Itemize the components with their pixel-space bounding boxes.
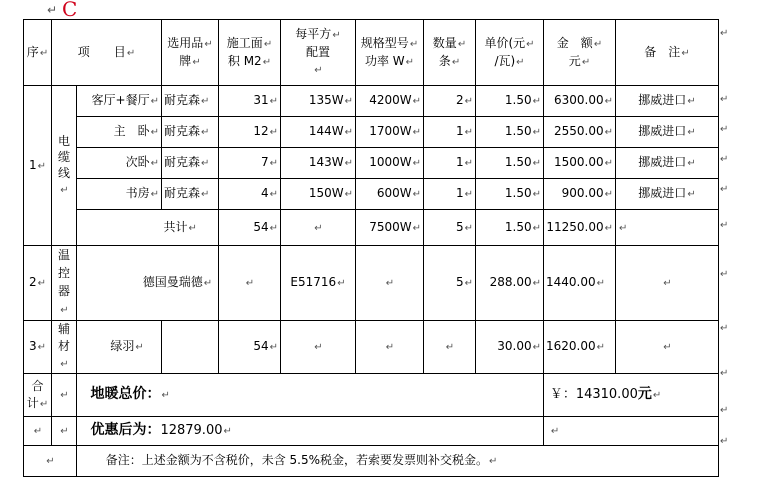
- empty-cell: ↵: [356, 321, 424, 374]
- area-cell: 7↵: [219, 148, 281, 179]
- paragraph-mark-icon: ↵: [720, 28, 729, 39]
- brand-cell: 耐克森↵: [162, 148, 219, 179]
- per-sqm-cell: 135W↵: [281, 86, 356, 117]
- discount-row: [24, 417, 719, 446]
- table-row: [24, 148, 719, 179]
- paragraph-mark-icon: ↵: [720, 124, 729, 135]
- header-per-sqm: 每平方↵ 配置 ↵: [281, 20, 356, 86]
- header-brand: 选用品↵ 牌↵: [162, 20, 219, 86]
- empty-cell: ↵: [219, 246, 281, 321]
- note-cell: 挪威进口↵: [616, 148, 719, 179]
- price-cell: 1.50↵: [476, 117, 544, 148]
- area-cell: 31↵: [219, 86, 281, 117]
- total-title: 地暖总价：: [90, 386, 161, 402]
- spec-cell: 1000W↵: [356, 148, 424, 179]
- empty-cell: ↵: [52, 417, 77, 446]
- paragraph-mark-icon: ↵: [720, 269, 729, 280]
- thermostat-qty: 5↵: [424, 246, 476, 321]
- auxiliary-amount: 1620.00↵: [544, 321, 616, 374]
- subtotal-label: 共计↵: [77, 210, 219, 246]
- paragraph-mark-icon: ↵: [47, 3, 58, 17]
- room-name: 次卧↵: [77, 148, 162, 179]
- paragraph-mark-icon: ↵: [720, 368, 729, 379]
- room-name: 主 卧↵: [77, 117, 162, 148]
- subtotal-amount: 11250.00↵: [544, 210, 616, 246]
- paragraph-mark-icon: ↵: [720, 323, 729, 334]
- auxiliary-area: 54↵: [219, 321, 281, 374]
- amount-cell: 1500.00↵: [544, 148, 616, 179]
- cable-group-label: 电 缆 线↵: [52, 86, 77, 246]
- table-row: [24, 86, 719, 117]
- paragraph-mark-icon: ↵: [720, 154, 729, 165]
- auxiliary-group-label: 辅 材↵: [52, 321, 77, 374]
- header-price: 单价(元↵ /瓦)↵: [476, 20, 544, 86]
- empty-cell: ↵: [24, 446, 77, 477]
- per-sqm-cell: 150W↵: [281, 179, 356, 210]
- price-cell: 1.50↵: [476, 148, 544, 179]
- empty-cell: ↵: [616, 321, 719, 374]
- thermostat-seq: 2↵: [24, 246, 52, 321]
- empty-cell: ↵: [24, 417, 52, 446]
- total-value: ￥：14310.00: [549, 387, 638, 402]
- amount-cell: 900.00↵: [544, 179, 616, 210]
- qty-cell: 1↵: [424, 179, 476, 210]
- paragraph-mark-icon: ↵: [720, 184, 729, 195]
- auxiliary-name: 绿羽↵: [77, 321, 162, 374]
- remark-row: [24, 446, 719, 477]
- auxiliary-row: [24, 321, 719, 374]
- empty-cell: ↵: [356, 246, 424, 321]
- header-letter: C: [62, 0, 78, 21]
- spec-cell: 4200W↵: [356, 86, 424, 117]
- header-qty: 数量↵ 条↵: [424, 20, 476, 86]
- subtotal-spec: 7500W↵: [356, 210, 424, 246]
- paragraph-mark-icon: ↵: [720, 405, 729, 416]
- discount-value: 12879.00: [160, 423, 223, 438]
- qty-cell: 1↵: [424, 148, 476, 179]
- total-row: [24, 374, 719, 417]
- note-cell: 挪威进口↵: [616, 86, 719, 117]
- empty-cell: ↵: [544, 417, 719, 446]
- amount-cell: 6300.00↵: [544, 86, 616, 117]
- subtotal-qty: 5↵: [424, 210, 476, 246]
- empty-cell: ↵: [616, 246, 719, 321]
- empty-cell: [162, 321, 219, 374]
- subtotal-area: 54↵: [219, 210, 281, 246]
- header-area: 施工面↵ 积 M2↵: [219, 20, 281, 86]
- header-amount: 金 额↵ 元↵: [544, 20, 616, 86]
- room-name: 客厅+餐厅↵: [77, 86, 162, 117]
- empty-cell: ↵: [616, 210, 719, 246]
- note-cell: 挪威进口↵: [616, 179, 719, 210]
- spec-cell: 600W↵: [356, 179, 424, 210]
- per-sqm-cell: 144W↵: [281, 117, 356, 148]
- total-title-cell: 地暖总价：↵: [77, 374, 544, 417]
- brand-cell: 耐克森↵: [162, 179, 219, 210]
- spec-cell: 1700W↵: [356, 117, 424, 148]
- total-unit: 元: [637, 386, 652, 402]
- cable-seq: 1↵: [24, 86, 52, 246]
- auxiliary-price: 30.00↵: [476, 321, 544, 374]
- thermostat-group-label: 温 控 器↵: [52, 246, 77, 321]
- area-cell: 12↵: [219, 117, 281, 148]
- discount-label: 优惠后为：: [90, 422, 161, 438]
- discount-cell: 优惠后为：12879.00↵: [77, 417, 544, 446]
- qty-cell: 2↵: [424, 86, 476, 117]
- paragraph-mark-icon: ↵: [720, 94, 729, 105]
- empty-cell: ↵: [52, 374, 77, 417]
- amount-cell: 2550.00↵: [544, 117, 616, 148]
- header-item: 项 目↵: [52, 20, 162, 86]
- price-cell: 1.50↵: [476, 86, 544, 117]
- thermostat-row: [24, 246, 719, 321]
- header-note: 备 注↵: [616, 20, 719, 86]
- brand-cell: 耐克森↵: [162, 117, 219, 148]
- header-seq: 序↵: [24, 20, 52, 86]
- subtotal-row: [24, 210, 719, 246]
- per-sqm-cell: 143W↵: [281, 148, 356, 179]
- price-cell: 1.50↵: [476, 179, 544, 210]
- paragraph-mark-icon: ↵: [720, 220, 729, 231]
- thermostat-brand: 德国曼瑞德↵: [77, 246, 219, 321]
- paragraph-mark-icon: ↵: [720, 436, 729, 447]
- thermostat-price: 288.00↵: [476, 246, 544, 321]
- auxiliary-seq: 3↵: [24, 321, 52, 374]
- thermostat-amount: 1440.00↵: [544, 246, 616, 321]
- table-row: [24, 179, 719, 210]
- empty-cell: ↵: [281, 321, 356, 374]
- total-label: 合 计↵: [24, 374, 52, 417]
- remark-cell: 备注：上述金额为不含税价，未含 5.5%税金，若索要发票则补交税金。↵: [77, 446, 719, 477]
- quotation-table: [23, 19, 719, 477]
- table-row: [24, 117, 719, 148]
- subtotal-price: 1.50↵: [476, 210, 544, 246]
- empty-cell: ↵: [281, 210, 356, 246]
- brand-cell: 耐克森↵: [162, 86, 219, 117]
- header-row: [24, 20, 719, 86]
- empty-cell: ↵: [424, 321, 476, 374]
- total-value-cell: ￥：14310.00元↵: [544, 374, 719, 417]
- qty-cell: 1↵: [424, 117, 476, 148]
- thermostat-spec: E51716↵: [281, 246, 356, 321]
- note-cell: 挪威进口↵: [616, 117, 719, 148]
- room-name: 书房↵: [77, 179, 162, 210]
- header-spec: 规格型号↵ 功率 W↵: [356, 20, 424, 86]
- area-cell: 4↵: [219, 179, 281, 210]
- remark-text: 备注：上述金额为不含税价，未含 5.5%税金，若索要发票则补交税金。: [105, 453, 489, 467]
